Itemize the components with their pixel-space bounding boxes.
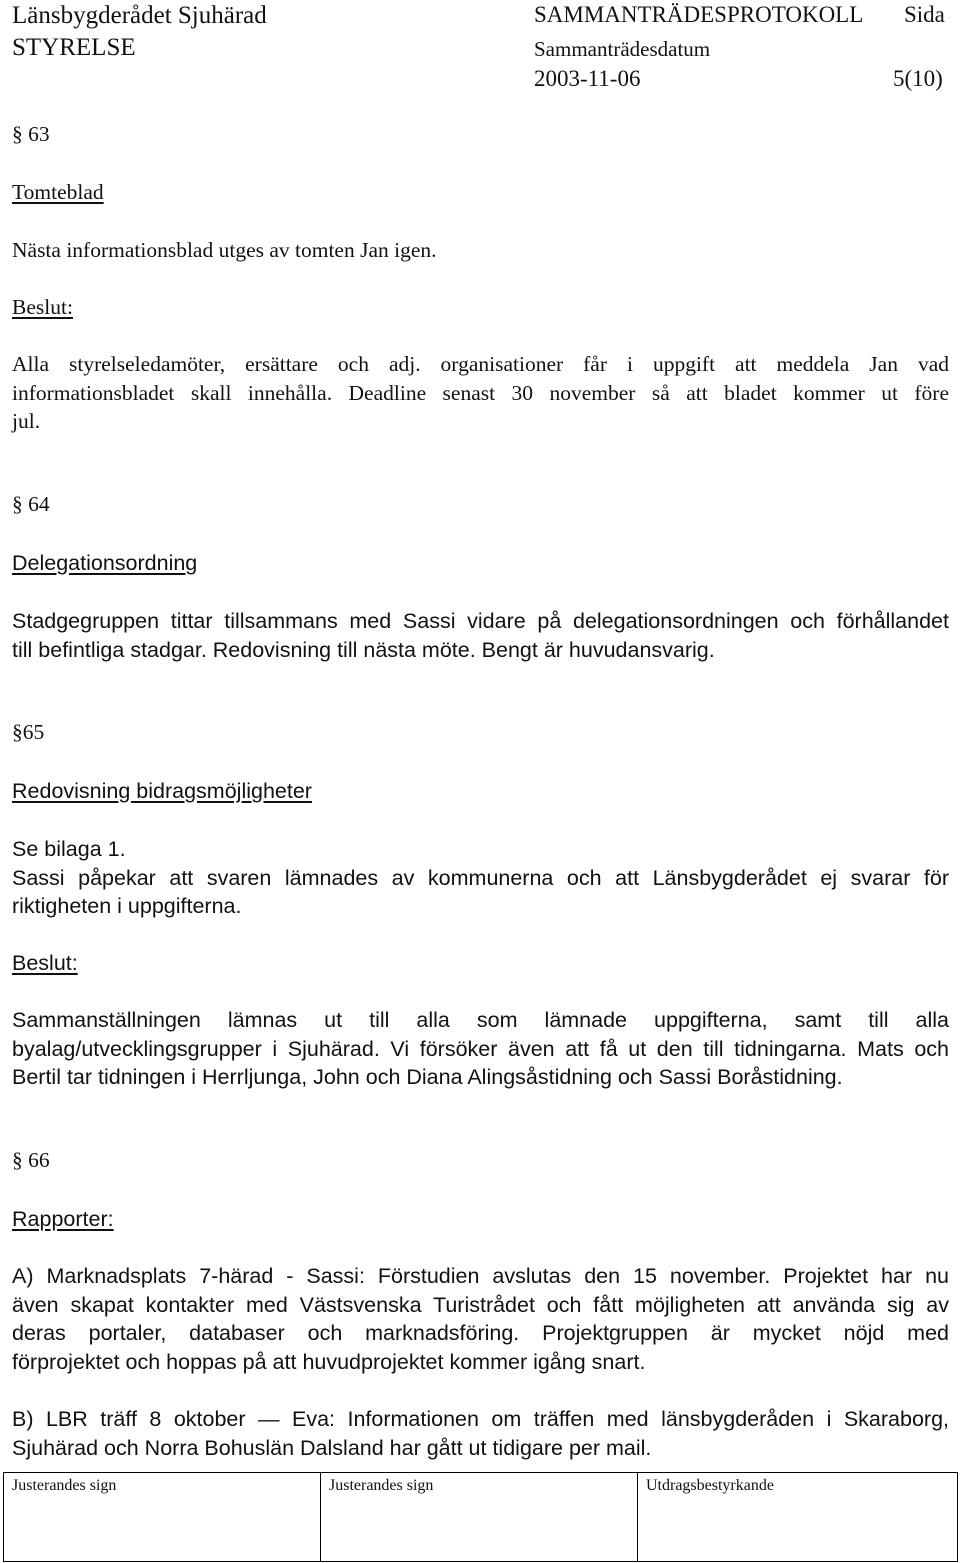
report-a-line: även skapat kontakter med Västsvenska Turistrådet och fått möjligheten att använda sig av bbox=[12, 1292, 949, 1317]
section-63-decision-label: Beslut: bbox=[12, 295, 73, 319]
page-label: Sida bbox=[904, 2, 945, 27]
section-63-text: Nästa informationsblad utges av tomten Jan igen. bbox=[12, 238, 437, 262]
section-65-number: §65 bbox=[12, 720, 45, 744]
signature-label-1: Justerandes sign bbox=[12, 1477, 117, 1494]
section-65-decision bbox=[12, 1006, 949, 1092]
report-a-line: A) Marknadsplats 7-härad - Sassi: Förstudien avslutas den 15 november. Projektet har nu bbox=[12, 1264, 949, 1288]
section-63-number: § 63 bbox=[12, 122, 50, 146]
signature-table bbox=[3, 1472, 958, 1562]
section-63-decision-line: informationsbladet skall innehålla. Deadline senast 30 november så att bladet kommer ut före bbox=[12, 380, 949, 405]
report-b-line: B) LBR träff 8 oktober — Eva: Informationen om träffen med länsbygderåden i Skaraborg, bbox=[12, 1407, 949, 1431]
section-64-line: till befintliga stadgar. Redovisning till nästa möte. Bengt är huvudansvarig. bbox=[12, 637, 715, 662]
section-65-decision-label: Beslut: bbox=[12, 951, 78, 975]
section-63-title: Tomteblad bbox=[12, 180, 104, 204]
signature-label-2: Justerandes sign bbox=[329, 1477, 434, 1494]
section-66-title: Rapporter: bbox=[12, 1207, 114, 1231]
section-64-title: Delegationsordning bbox=[12, 551, 198, 575]
section-63-decision-line: Alla styrelseledamöter, ersättare och adj. organisationer får i uppgift att meddela Jan vad bbox=[12, 352, 949, 376]
section-65-line: Se bilaga 1. bbox=[12, 837, 126, 861]
meeting-date: 2003-11-06 bbox=[534, 66, 641, 91]
section-65-decision-line: Bertil tar tidningen i Herrljunga, John och Diana Alingsåstidning och Sassi Boråstidning. bbox=[12, 1065, 843, 1090]
section-65-decision-line: Sammanställningen lämnas ut till alla som lämnade uppgifterna, samt till alla bbox=[12, 1008, 949, 1032]
unit-name: STYRELSE bbox=[12, 34, 136, 61]
extract-label: Utdragsbestyrkande bbox=[646, 1477, 774, 1494]
date-label: Sammanträdesdatum bbox=[534, 37, 711, 61]
section-64-text bbox=[12, 607, 949, 664]
section-65-line: Sassi påpekar att svaren lämnades av kommunerna och att Länsbygderådet ej svarar för bbox=[12, 865, 949, 890]
report-b-line: Sjuhärad och Norra Bohuslän Dalsland har gått ut tidigare per mail. bbox=[12, 1435, 652, 1460]
page-number: 5(10) bbox=[893, 66, 943, 91]
signature-cell-2 bbox=[321, 1473, 638, 1562]
section-63-decision-line: jul. bbox=[12, 409, 41, 434]
report-a-line: deras portaler, databaser och marknadsföring. Projektgruppen är mycket nöjd med bbox=[12, 1321, 949, 1346]
section-64-line: Stadgegruppen tittar tillsammans med Sassi vidare på delegationsordningen och förhållandet bbox=[12, 609, 949, 633]
section-65-decision-line: byalag/utvecklingsgrupper i Sjuhärad. Vi försöker även att få ut den till tidningarna. Mats och bbox=[12, 1036, 949, 1061]
section-65-title: Redovisning bidragsmöjligheter bbox=[12, 779, 312, 803]
section-66-number: § 66 bbox=[12, 1148, 50, 1172]
report-a-line: förprojektet och hoppas på att huvudprojektet kommer igång snart. bbox=[12, 1349, 646, 1374]
section-64-number: § 64 bbox=[12, 492, 50, 516]
section-65-line: riktigheten i uppgifterna. bbox=[12, 894, 242, 919]
extract-cell bbox=[638, 1473, 958, 1562]
section-65-text bbox=[12, 835, 949, 921]
doc-type: SAMMANTRÄDESPROTOKOLL bbox=[534, 2, 864, 27]
section-66-report-b bbox=[12, 1405, 949, 1462]
signature-cell-1 bbox=[4, 1473, 321, 1562]
org-name: Länsbygderådet Sjuhärad bbox=[12, 2, 267, 29]
section-66-report-a bbox=[12, 1262, 949, 1376]
section-63-decision bbox=[12, 350, 949, 436]
